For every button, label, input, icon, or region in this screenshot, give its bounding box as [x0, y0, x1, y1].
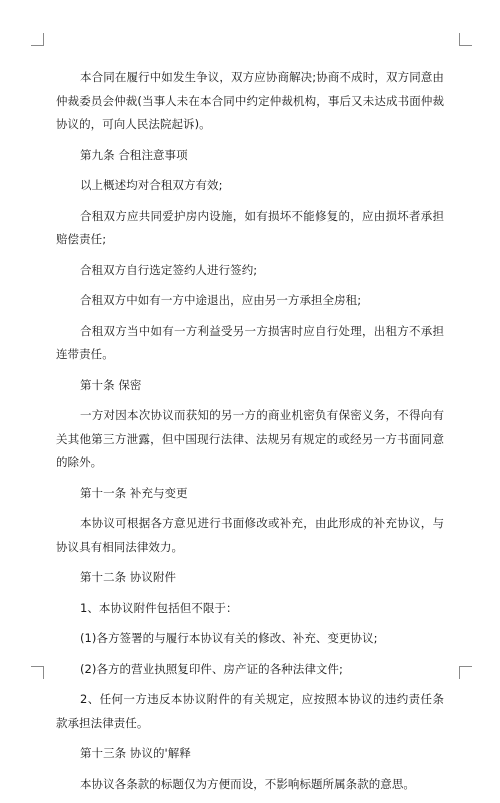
- paragraph-item: 1、本协议附件包括但不限于：: [80, 600, 238, 615]
- heading-article-11: 第十一条 补充与变更: [80, 485, 188, 500]
- paragraph-item: (1)各方签署的与履行本协议有关的修改、补充、变更协议;: [80, 631, 378, 645]
- paragraph-confidentiality: 一方对因本次协议而获知的另一方的商业机密负有保密义务，不得向有关其他第三方泄露，但中国现行法律、法规另有规定的或经另一方书面同意的除外。: [56, 408, 444, 469]
- crop-mark-top-right: [459, 33, 472, 46]
- crop-mark-bottom-left: [31, 666, 44, 679]
- heading-article-13: 第十三条 协议的'解释: [80, 746, 191, 760]
- heading-article-9: 第九条 合租注意事项: [80, 147, 188, 162]
- paragraph-item: 合租双方中如有一方中途退出，应由另一方承担全房租;: [80, 293, 362, 307]
- paragraph-item: 合租双方应共同爱护房内设施，如有损坏不能修复的，应由损坏者承担赔偿责任;: [56, 208, 444, 246]
- heading-article-12: 第十二条 协议附件: [80, 570, 177, 584]
- crop-mark-top-left: [31, 33, 44, 46]
- crop-mark-bottom-right: [459, 666, 472, 679]
- paragraph-item: 2、任何一方违反本协议附件的有关规定，应按照本协议的违约责任条款承担法律责任。: [56, 692, 444, 730]
- document-body: [56, 66, 444, 803]
- paragraph-amendment: 本协议可根据各方意见进行书面修改或补充，由此形成的补充协议，与协议具有相同法律效力。: [56, 516, 444, 554]
- paragraph-item: 合租双方当中如有一方利益受另一方损害时应自行处理，出租方不承担连带责任。: [56, 323, 444, 361]
- paragraph-item: (2)各方的营业执照复印件、房产证的各种法律文件;: [80, 661, 343, 676]
- paragraph-dispute-resolution: 本合同在履行中如发生争议，双方应协商解决;协商不成时，双方同意由仲裁委员会仲裁(当事人未在本合同中约定仲裁机构，事后又未达成书面仲裁协议的，可向人民法院起诉)。: [56, 70, 444, 131]
- paragraph-item: 以上概述均对合租双方有效;: [80, 178, 223, 192]
- paragraph-item: 合租双方自行选定签约人进行签约;: [80, 262, 258, 277]
- paragraph-interpretation: 本协议各条款的标题仅为方便而设，不影响标题所属条款的意思。: [80, 776, 415, 791]
- heading-article-10: 第十条 保密: [80, 377, 142, 392]
